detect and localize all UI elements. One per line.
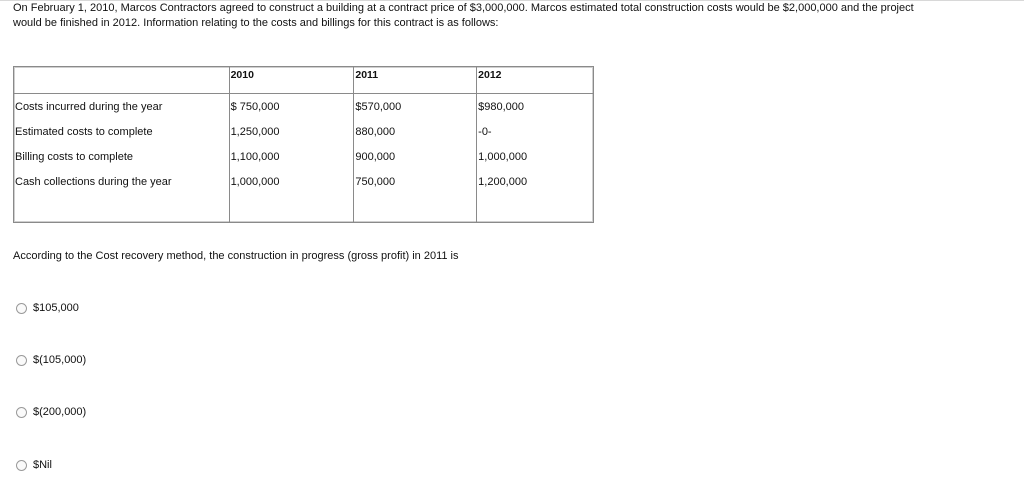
- header-2010: 2010: [229, 67, 354, 94]
- table-row: [14, 169, 594, 194]
- problem-statement-line-2: would be finished in 2012. Information relating to the costs and billings for this contract is as follows:: [13, 17, 499, 29]
- table-row: [14, 119, 594, 144]
- row-label: Cash collections during the year: [14, 169, 230, 194]
- cell-2011: 880,000: [354, 119, 477, 144]
- row-label: Costs incurred during the year: [14, 94, 230, 120]
- problem-statement-line-1: On February 1, 2010, Marcos Contractors agreed to construct a building at a contract price of $3,000,000. Marcos estimated total construction costs would be $2,000,000 and the project: [13, 2, 914, 14]
- radio-button[interactable]: [16, 460, 27, 471]
- answer-option-label: $(200,000): [33, 406, 87, 418]
- cell-2010: $ 750,000: [229, 94, 354, 120]
- table-row: [14, 144, 594, 169]
- radio-button[interactable]: [16, 303, 27, 314]
- answer-option-4[interactable]: [16, 459, 52, 471]
- answer-option-label: $(105,000): [33, 354, 87, 366]
- row-label: Billing costs to complete: [14, 144, 230, 169]
- cell-2012: -0-: [477, 119, 594, 144]
- cell-2010: 1,000,000: [229, 169, 354, 194]
- radio-button[interactable]: [16, 355, 27, 366]
- cell-2012: 1,000,000: [477, 144, 594, 169]
- radio-button[interactable]: [16, 407, 27, 418]
- contract-data-table: [13, 66, 594, 223]
- cell-2011: 900,000: [354, 144, 477, 169]
- answer-option-label: $Nil: [33, 459, 52, 471]
- cell-2011: $570,000: [354, 94, 477, 120]
- cell-2011: 750,000: [354, 169, 477, 194]
- answer-option-1[interactable]: [16, 302, 79, 314]
- cell-2012: $980,000: [477, 94, 594, 120]
- problem-statement: [13, 1, 1013, 31]
- table-header-row: [14, 67, 594, 94]
- table-row: [14, 94, 594, 120]
- header-2011: 2011: [354, 67, 477, 94]
- cell-2012: 1,200,000: [477, 169, 594, 194]
- header-label-cell: [14, 67, 230, 94]
- answer-option-3[interactable]: [16, 406, 86, 418]
- answer-option-2[interactable]: [16, 354, 86, 366]
- row-label: Estimated costs to complete: [14, 119, 230, 144]
- answer-option-label: $105,000: [33, 302, 79, 314]
- cell-2010: 1,100,000: [229, 144, 354, 169]
- table-filler-row: [14, 194, 594, 223]
- header-2012: 2012: [477, 67, 594, 94]
- cell-2010: 1,250,000: [229, 119, 354, 144]
- question-text: According to the Cost recovery method, the construction in progress (gross profit) in 2011 is: [13, 250, 459, 262]
